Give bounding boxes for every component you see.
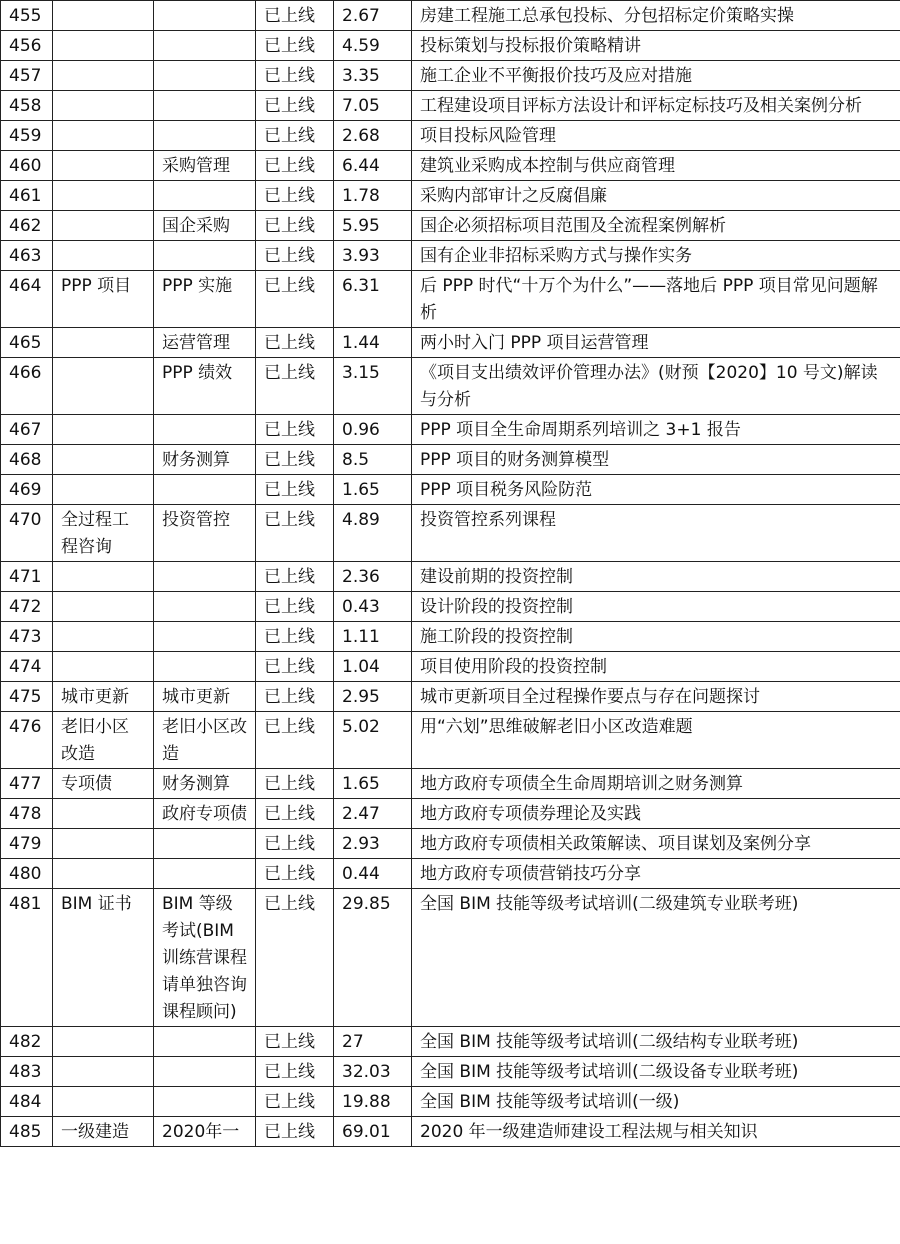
status-cell: 已上线 — [256, 181, 334, 211]
subcategory-cell — [154, 61, 256, 91]
price-cell: 2.68 — [334, 121, 412, 151]
row-number-cell: 461 — [1, 181, 53, 211]
price-cell: 5.95 — [334, 211, 412, 241]
subcategory-cell: BIM 等级考试(BIM 训练营课程请单独咨询课程顾问) — [154, 889, 256, 1027]
table-row — [1, 475, 900, 505]
price-cell: 32.03 — [334, 1057, 412, 1087]
category-cell: 老旧小区改造 — [53, 712, 154, 769]
course-title-cell: 项目使用阶段的投资控制 — [412, 652, 900, 682]
category-cell — [53, 562, 154, 592]
price-cell: 2.93 — [334, 829, 412, 859]
course-title-cell: 用“六划”思维破解老旧小区改造难题 — [412, 712, 900, 769]
table-row — [1, 592, 900, 622]
row-number-cell: 470 — [1, 505, 53, 562]
status-cell: 已上线 — [256, 712, 334, 769]
status-cell: 已上线 — [256, 211, 334, 241]
course-title-cell: 施工企业不平衡报价技巧及应对措施 — [412, 61, 900, 91]
category-cell — [53, 445, 154, 475]
category-cell — [53, 328, 154, 358]
table-row — [1, 121, 900, 151]
status-cell: 已上线 — [256, 859, 334, 889]
subcategory-cell — [154, 91, 256, 121]
category-cell — [53, 1, 154, 31]
price-cell: 4.59 — [334, 31, 412, 61]
price-cell: 2.67 — [334, 1, 412, 31]
category-cell — [53, 211, 154, 241]
price-cell: 2.47 — [334, 799, 412, 829]
status-cell: 已上线 — [256, 1057, 334, 1087]
subcategory-cell: PPP 绩效 — [154, 358, 256, 415]
price-cell: 0.96 — [334, 415, 412, 445]
row-number-cell: 484 — [1, 1087, 53, 1117]
price-cell: 7.05 — [334, 91, 412, 121]
course-title-cell: 采购内部审计之反腐倡廉 — [412, 181, 900, 211]
price-cell: 3.93 — [334, 241, 412, 271]
row-number-cell: 483 — [1, 1057, 53, 1087]
table-row — [1, 1057, 900, 1087]
subcategory-cell: PPP 实施 — [154, 271, 256, 328]
subcategory-cell: 财务测算 — [154, 769, 256, 799]
table-row — [1, 622, 900, 652]
table-row — [1, 769, 900, 799]
category-cell: 城市更新 — [53, 682, 154, 712]
price-cell: 27 — [334, 1027, 412, 1057]
table-row — [1, 241, 900, 271]
subcategory-cell: 财务测算 — [154, 445, 256, 475]
course-title-cell: 施工阶段的投资控制 — [412, 622, 900, 652]
status-cell: 已上线 — [256, 31, 334, 61]
row-number-cell: 478 — [1, 799, 53, 829]
table-row — [1, 91, 900, 121]
price-cell: 5.02 — [334, 712, 412, 769]
course-title-cell: 全国 BIM 技能等级考试培训(二级设备专业联考班) — [412, 1057, 900, 1087]
row-number-cell: 476 — [1, 712, 53, 769]
table-row — [1, 682, 900, 712]
status-cell: 已上线 — [256, 889, 334, 1027]
status-cell: 已上线 — [256, 505, 334, 562]
row-number-cell: 460 — [1, 151, 53, 181]
subcategory-cell — [154, 181, 256, 211]
subcategory-cell — [154, 241, 256, 271]
table-row — [1, 211, 900, 241]
table-row — [1, 712, 900, 769]
subcategory-cell: 政府专项债 — [154, 799, 256, 829]
category-cell — [53, 61, 154, 91]
table-row — [1, 1, 900, 31]
subcategory-cell — [154, 592, 256, 622]
subcategory-cell — [154, 121, 256, 151]
course-title-cell: 全国 BIM 技能等级考试培训(二级结构专业联考班) — [412, 1027, 900, 1057]
category-cell — [53, 652, 154, 682]
course-title-cell: 建设前期的投资控制 — [412, 562, 900, 592]
status-cell: 已上线 — [256, 445, 334, 475]
subcategory-cell — [154, 31, 256, 61]
subcategory-cell: 国企采购 — [154, 211, 256, 241]
subcategory-cell — [154, 1057, 256, 1087]
table-row — [1, 562, 900, 592]
subcategory-cell — [154, 859, 256, 889]
price-cell: 2.95 — [334, 682, 412, 712]
price-cell: 1.65 — [334, 475, 412, 505]
course-title-cell: 2020 年一级建造师建设工程法规与相关知识 — [412, 1117, 900, 1147]
row-number-cell: 456 — [1, 31, 53, 61]
row-number-cell: 482 — [1, 1027, 53, 1057]
category-cell — [53, 799, 154, 829]
category-cell — [53, 91, 154, 121]
row-number-cell: 467 — [1, 415, 53, 445]
row-number-cell: 485 — [1, 1117, 53, 1147]
price-cell: 4.89 — [334, 505, 412, 562]
row-number-cell: 481 — [1, 889, 53, 1027]
table-row — [1, 271, 900, 328]
price-cell: 1.04 — [334, 652, 412, 682]
row-number-cell: 474 — [1, 652, 53, 682]
table-row — [1, 31, 900, 61]
row-number-cell: 477 — [1, 769, 53, 799]
status-cell: 已上线 — [256, 415, 334, 445]
category-cell: PPP 项目 — [53, 271, 154, 328]
course-title-cell: 设计阶段的投资控制 — [412, 592, 900, 622]
course-title-cell: 《项目支出绩效评价管理办法》(财预【2020】10 号文)解读与分析 — [412, 358, 900, 415]
status-cell: 已上线 — [256, 1, 334, 31]
table-row — [1, 61, 900, 91]
price-cell: 0.44 — [334, 859, 412, 889]
price-cell: 3.15 — [334, 358, 412, 415]
category-cell — [53, 859, 154, 889]
course-title-cell: 建筑业采购成本控制与供应商管理 — [412, 151, 900, 181]
price-cell: 8.5 — [334, 445, 412, 475]
course-title-cell: 地方政府专项债营销技巧分享 — [412, 859, 900, 889]
category-cell — [53, 415, 154, 445]
course-title-cell: 项目投标风险管理 — [412, 121, 900, 151]
row-number-cell: 468 — [1, 445, 53, 475]
course-title-cell: PPP 项目的财务测算模型 — [412, 445, 900, 475]
status-cell: 已上线 — [256, 682, 334, 712]
status-cell: 已上线 — [256, 151, 334, 181]
category-cell — [53, 181, 154, 211]
course-title-cell: 地方政府专项债相关政策解读、项目谋划及案例分享 — [412, 829, 900, 859]
row-number-cell: 469 — [1, 475, 53, 505]
subcategory-cell — [154, 622, 256, 652]
subcategory-cell: 投资管控 — [154, 505, 256, 562]
row-number-cell: 462 — [1, 211, 53, 241]
row-number-cell: 479 — [1, 829, 53, 859]
subcategory-cell — [154, 1027, 256, 1057]
course-title-cell: 投标策划与投标报价策略精讲 — [412, 31, 900, 61]
row-number-cell: 455 — [1, 1, 53, 31]
subcategory-cell — [154, 562, 256, 592]
subcategory-cell: 运营管理 — [154, 328, 256, 358]
row-number-cell: 463 — [1, 241, 53, 271]
price-cell: 29.85 — [334, 889, 412, 1027]
table-row — [1, 445, 900, 475]
table-row — [1, 151, 900, 181]
course-title-cell: 国企必须招标项目范围及全流程案例解析 — [412, 211, 900, 241]
category-cell — [53, 1057, 154, 1087]
table-row — [1, 328, 900, 358]
table-row — [1, 859, 900, 889]
subcategory-cell — [154, 1087, 256, 1117]
category-cell — [53, 475, 154, 505]
category-cell — [53, 358, 154, 415]
table-row — [1, 415, 900, 445]
table-row — [1, 181, 900, 211]
course-title-cell: 城市更新项目全过程操作要点与存在问题探讨 — [412, 682, 900, 712]
category-cell — [53, 1087, 154, 1117]
row-number-cell: 475 — [1, 682, 53, 712]
category-cell: 一级建造 — [53, 1117, 154, 1147]
subcategory-cell — [154, 652, 256, 682]
price-cell: 19.88 — [334, 1087, 412, 1117]
course-title-cell: 全国 BIM 技能等级考试培训(二级建筑专业联考班) — [412, 889, 900, 1027]
row-number-cell: 464 — [1, 271, 53, 328]
table-row — [1, 799, 900, 829]
category-cell — [53, 31, 154, 61]
row-number-cell: 473 — [1, 622, 53, 652]
price-cell: 1.44 — [334, 328, 412, 358]
price-cell: 1.65 — [334, 769, 412, 799]
category-cell — [53, 121, 154, 151]
row-number-cell: 457 — [1, 61, 53, 91]
status-cell: 已上线 — [256, 328, 334, 358]
price-cell: 6.31 — [334, 271, 412, 328]
subcategory-cell — [154, 1, 256, 31]
status-cell: 已上线 — [256, 241, 334, 271]
category-cell — [53, 622, 154, 652]
category-cell — [53, 241, 154, 271]
price-cell: 69.01 — [334, 1117, 412, 1147]
course-title-cell: PPP 项目全生命周期系列培训之 3+1 报告 — [412, 415, 900, 445]
table-row — [1, 1027, 900, 1057]
category-cell: 全过程工程咨询 — [53, 505, 154, 562]
category-cell — [53, 1027, 154, 1057]
status-cell: 已上线 — [256, 622, 334, 652]
status-cell: 已上线 — [256, 592, 334, 622]
status-cell: 已上线 — [256, 562, 334, 592]
course-title-cell: 投资管控系列课程 — [412, 505, 900, 562]
course-table-body — [1, 1, 900, 1147]
category-cell — [53, 151, 154, 181]
course-title-cell: 房建工程施工总承包投标、分包招标定价策略实操 — [412, 1, 900, 31]
course-title-cell: 地方政府专项债全生命周期培训之财务测算 — [412, 769, 900, 799]
subcategory-cell: 城市更新 — [154, 682, 256, 712]
subcategory-cell — [154, 829, 256, 859]
price-cell: 3.35 — [334, 61, 412, 91]
table-row — [1, 358, 900, 415]
status-cell: 已上线 — [256, 61, 334, 91]
status-cell: 已上线 — [256, 652, 334, 682]
price-cell: 0.43 — [334, 592, 412, 622]
course-title-cell: 工程建设项目评标方法设计和评标定标技巧及相关案例分析 — [412, 91, 900, 121]
status-cell: 已上线 — [256, 1117, 334, 1147]
row-number-cell: 472 — [1, 592, 53, 622]
table-row — [1, 829, 900, 859]
course-title-cell: 后 PPP 时代“十万个为什么”——落地后 PPP 项目常见问题解析 — [412, 271, 900, 328]
subcategory-cell: 2020年一 — [154, 1117, 256, 1147]
table-row — [1, 889, 900, 1027]
table-row — [1, 505, 900, 562]
row-number-cell: 459 — [1, 121, 53, 151]
subcategory-cell: 老旧小区改造 — [154, 712, 256, 769]
table-row — [1, 652, 900, 682]
table-row — [1, 1117, 900, 1147]
price-cell: 1.78 — [334, 181, 412, 211]
category-cell — [53, 829, 154, 859]
row-number-cell: 480 — [1, 859, 53, 889]
status-cell: 已上线 — [256, 1027, 334, 1057]
price-cell: 2.36 — [334, 562, 412, 592]
subcategory-cell: 采购管理 — [154, 151, 256, 181]
row-number-cell: 466 — [1, 358, 53, 415]
subcategory-cell — [154, 415, 256, 445]
status-cell: 已上线 — [256, 358, 334, 415]
course-title-cell: 两小时入门 PPP 项目运营管理 — [412, 328, 900, 358]
subcategory-cell — [154, 475, 256, 505]
status-cell: 已上线 — [256, 829, 334, 859]
table-row — [1, 1087, 900, 1117]
course-title-cell: 国有企业非招标采购方式与操作实务 — [412, 241, 900, 271]
row-number-cell: 465 — [1, 328, 53, 358]
status-cell: 已上线 — [256, 271, 334, 328]
course-title-cell: PPP 项目税务风险防范 — [412, 475, 900, 505]
course-title-cell: 地方政府专项债券理论及实践 — [412, 799, 900, 829]
status-cell: 已上线 — [256, 1087, 334, 1117]
status-cell: 已上线 — [256, 769, 334, 799]
category-cell: 专项债 — [53, 769, 154, 799]
category-cell: BIM 证书 — [53, 889, 154, 1027]
price-cell: 1.11 — [334, 622, 412, 652]
course-title-cell: 全国 BIM 技能等级考试培训(一级) — [412, 1087, 900, 1117]
status-cell: 已上线 — [256, 121, 334, 151]
row-number-cell: 471 — [1, 562, 53, 592]
price-cell: 6.44 — [334, 151, 412, 181]
category-cell — [53, 592, 154, 622]
status-cell: 已上线 — [256, 91, 334, 121]
row-number-cell: 458 — [1, 91, 53, 121]
status-cell: 已上线 — [256, 799, 334, 829]
status-cell: 已上线 — [256, 475, 334, 505]
